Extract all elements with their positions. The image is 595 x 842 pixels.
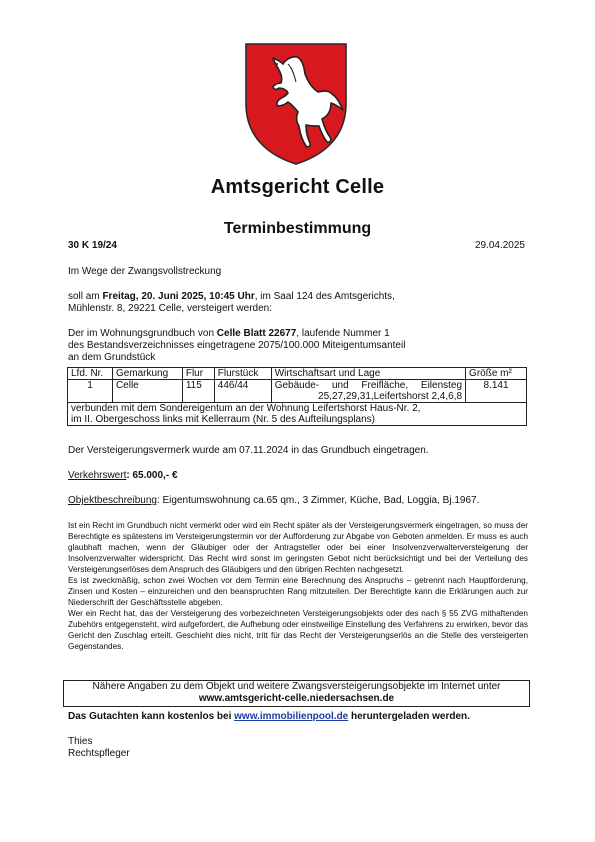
legal-paragraph-1: Ist ein Recht im Grundbuch nicht vermerkt oder wird ein Recht später als der Versteigerungsvermerk eingetragen, so muss der Berechtigte es spätestens im Versteigerungstermin vor der Aufforderung zur Abgabe von Geboten anmelden. Er muss es auch glaubhaft machen, wenn der Gläubiger oder der Antragsteller oder bei einer Insolvenzverwalterversteigerung der Insolvenzverwalter widerspricht. Das Recht wird sonst im geringsten Gebot nicht berücksichtigt und bei der Verteilung des Versteigerungserlöses dem Anspruch des Gläubigers und den übrigen Rechten nachgesetzt.: [68, 521, 528, 574]
schedule-post: , im Saal 124 des Amtsgerichts,: [254, 291, 395, 302]
online-info-box: [63, 680, 530, 707]
table-footer-line-1: verbunden mit dem Sondereigentum an der Wohnung Leifertshorst Haus-Nr. 2,: [71, 403, 421, 414]
lage-line-2: 25,27,29,31,Leifertshorst 2,4,6,8: [318, 391, 463, 402]
cell-flur: 115: [182, 380, 214, 403]
header-flur: Flur: [182, 368, 214, 380]
legal-paragraph-3: Wer ein Recht hat, das der Versteigerung des vorbezeichneten Versteigerungsobjekts oder des nach § 55 ZVG mithaftenden Zubehörs entgegensteht, wird aufgefordert, die Aufhebung oder einstweilige Einstellung des Verfahrens zu erwirken, bevor das Gericht den Zuschlag erteilt. Geschieht dies nicht, tritt für das Recht der Versteigerungserlös an die Stelle des versteigerten Gegenstandes.: [68, 609, 528, 651]
schedule-pre: soll am: [68, 291, 103, 302]
schedule-address: Mühlenstr. 8, 29221 Celle, versteigert werden:: [68, 303, 272, 314]
property-pre: Der im Wohnungsgrundbuch von: [68, 328, 217, 339]
land-parcel-table: [67, 367, 527, 426]
lage-line-1: Gebäude- und Freifläche, Eilensteg: [274, 380, 463, 391]
cell-gemarkung: Celle: [112, 380, 182, 403]
intro-text: Im Wege der Zwangsvollstreckung: [68, 266, 222, 277]
document-title: Terminbestimmung: [223, 220, 372, 237]
header-lfd: Lfd. Nr.: [68, 368, 113, 380]
schedule-line: [68, 291, 528, 303]
auction-note: Der Versteigerungsvermerk wurde am 07.11.2024 in das Grundbuch eingetragen.: [68, 445, 429, 456]
appraisal-post: heruntergeladen werden.: [348, 711, 470, 722]
lower-saxony-horse-coat-of-arms: [244, 42, 348, 166]
market-value: : 65.000,- €: [126, 470, 178, 481]
signatory-role: Rechtspfleger: [68, 748, 130, 759]
header-flurstueck: Flurstück: [214, 368, 271, 380]
case-number: 30 K 19/24: [68, 240, 117, 251]
table-row: [68, 380, 527, 403]
table-footer-cell: [68, 403, 527, 426]
legal-notice: [68, 520, 528, 652]
cell-lfd: 1: [68, 380, 113, 403]
immobilienpool-link[interactable]: www.immobilienpool.de: [234, 711, 349, 722]
market-value-line: [68, 470, 528, 482]
land-register-sheet: Celle Blatt 22677: [216, 328, 297, 339]
object-description-label: Objektbeschreibung: [68, 495, 157, 506]
signatory-name: Thies: [68, 736, 93, 747]
appraisal-pre: Das Gutachten kann kostenlos bei: [68, 711, 235, 722]
cell-groesse: 8.141: [466, 380, 527, 403]
property-plot-line: an dem Grundstück: [68, 352, 156, 363]
market-value-label: Verkehrswert: [68, 470, 127, 481]
court-name: Amtsgericht Celle: [210, 176, 385, 198]
property-post: , laufende Nummer 1: [296, 328, 390, 339]
auction-datetime: Freitag, 20. Juni 2025, 10:45 Uhr: [102, 291, 255, 302]
property-share-line: des Bestandsverzeichnisses eingetragene 2075/100.000 Miteigentumsanteil: [68, 340, 406, 351]
header-groesse: Größe m²: [466, 368, 527, 380]
legal-paragraph-2: Es ist zweckmäßig, schon zwei Wochen vor dem Termin eine Berechnung des Anspruchs – getrennt nach Hauptforderung, Zinsen und Kosten – einzureichen und den beanspruchten Rang mitzuteilen. Der Berechtigte kann die Erklärungen auch zur Niederschrift der Geschäftsstelle abgeben.: [68, 576, 528, 607]
object-description: : Eigentumswohnung ca.65 qm., 3 Zimmer, Küche, Bad, Loggia, Bj.1967.: [156, 495, 480, 506]
table-footer-row: [68, 403, 527, 426]
header-lage: Wirtschaftsart und Lage: [271, 368, 465, 380]
cell-flurstueck: 446/44: [214, 380, 271, 403]
appraisal-note: [68, 711, 470, 722]
table-footer-line-2: im II. Obergeschoss links mit Kellerraum (Nr. 5 des Aufteilungsplans): [71, 414, 376, 425]
online-info-text: Nähere Angaben zu dem Objekt und weitere Zwangsversteigerungsobjekte im Internet unter: [92, 681, 501, 692]
object-description-line: [68, 495, 528, 507]
document-date: 29.04.2025: [474, 240, 525, 251]
cell-lage: [271, 380, 465, 403]
table-header-row: [68, 368, 527, 380]
header-gemarkung: Gemarkung: [112, 368, 182, 380]
property-intro-line: [68, 328, 528, 340]
court-website-url: www.amtsgericht-celle.niedersachsen.de: [198, 693, 395, 704]
